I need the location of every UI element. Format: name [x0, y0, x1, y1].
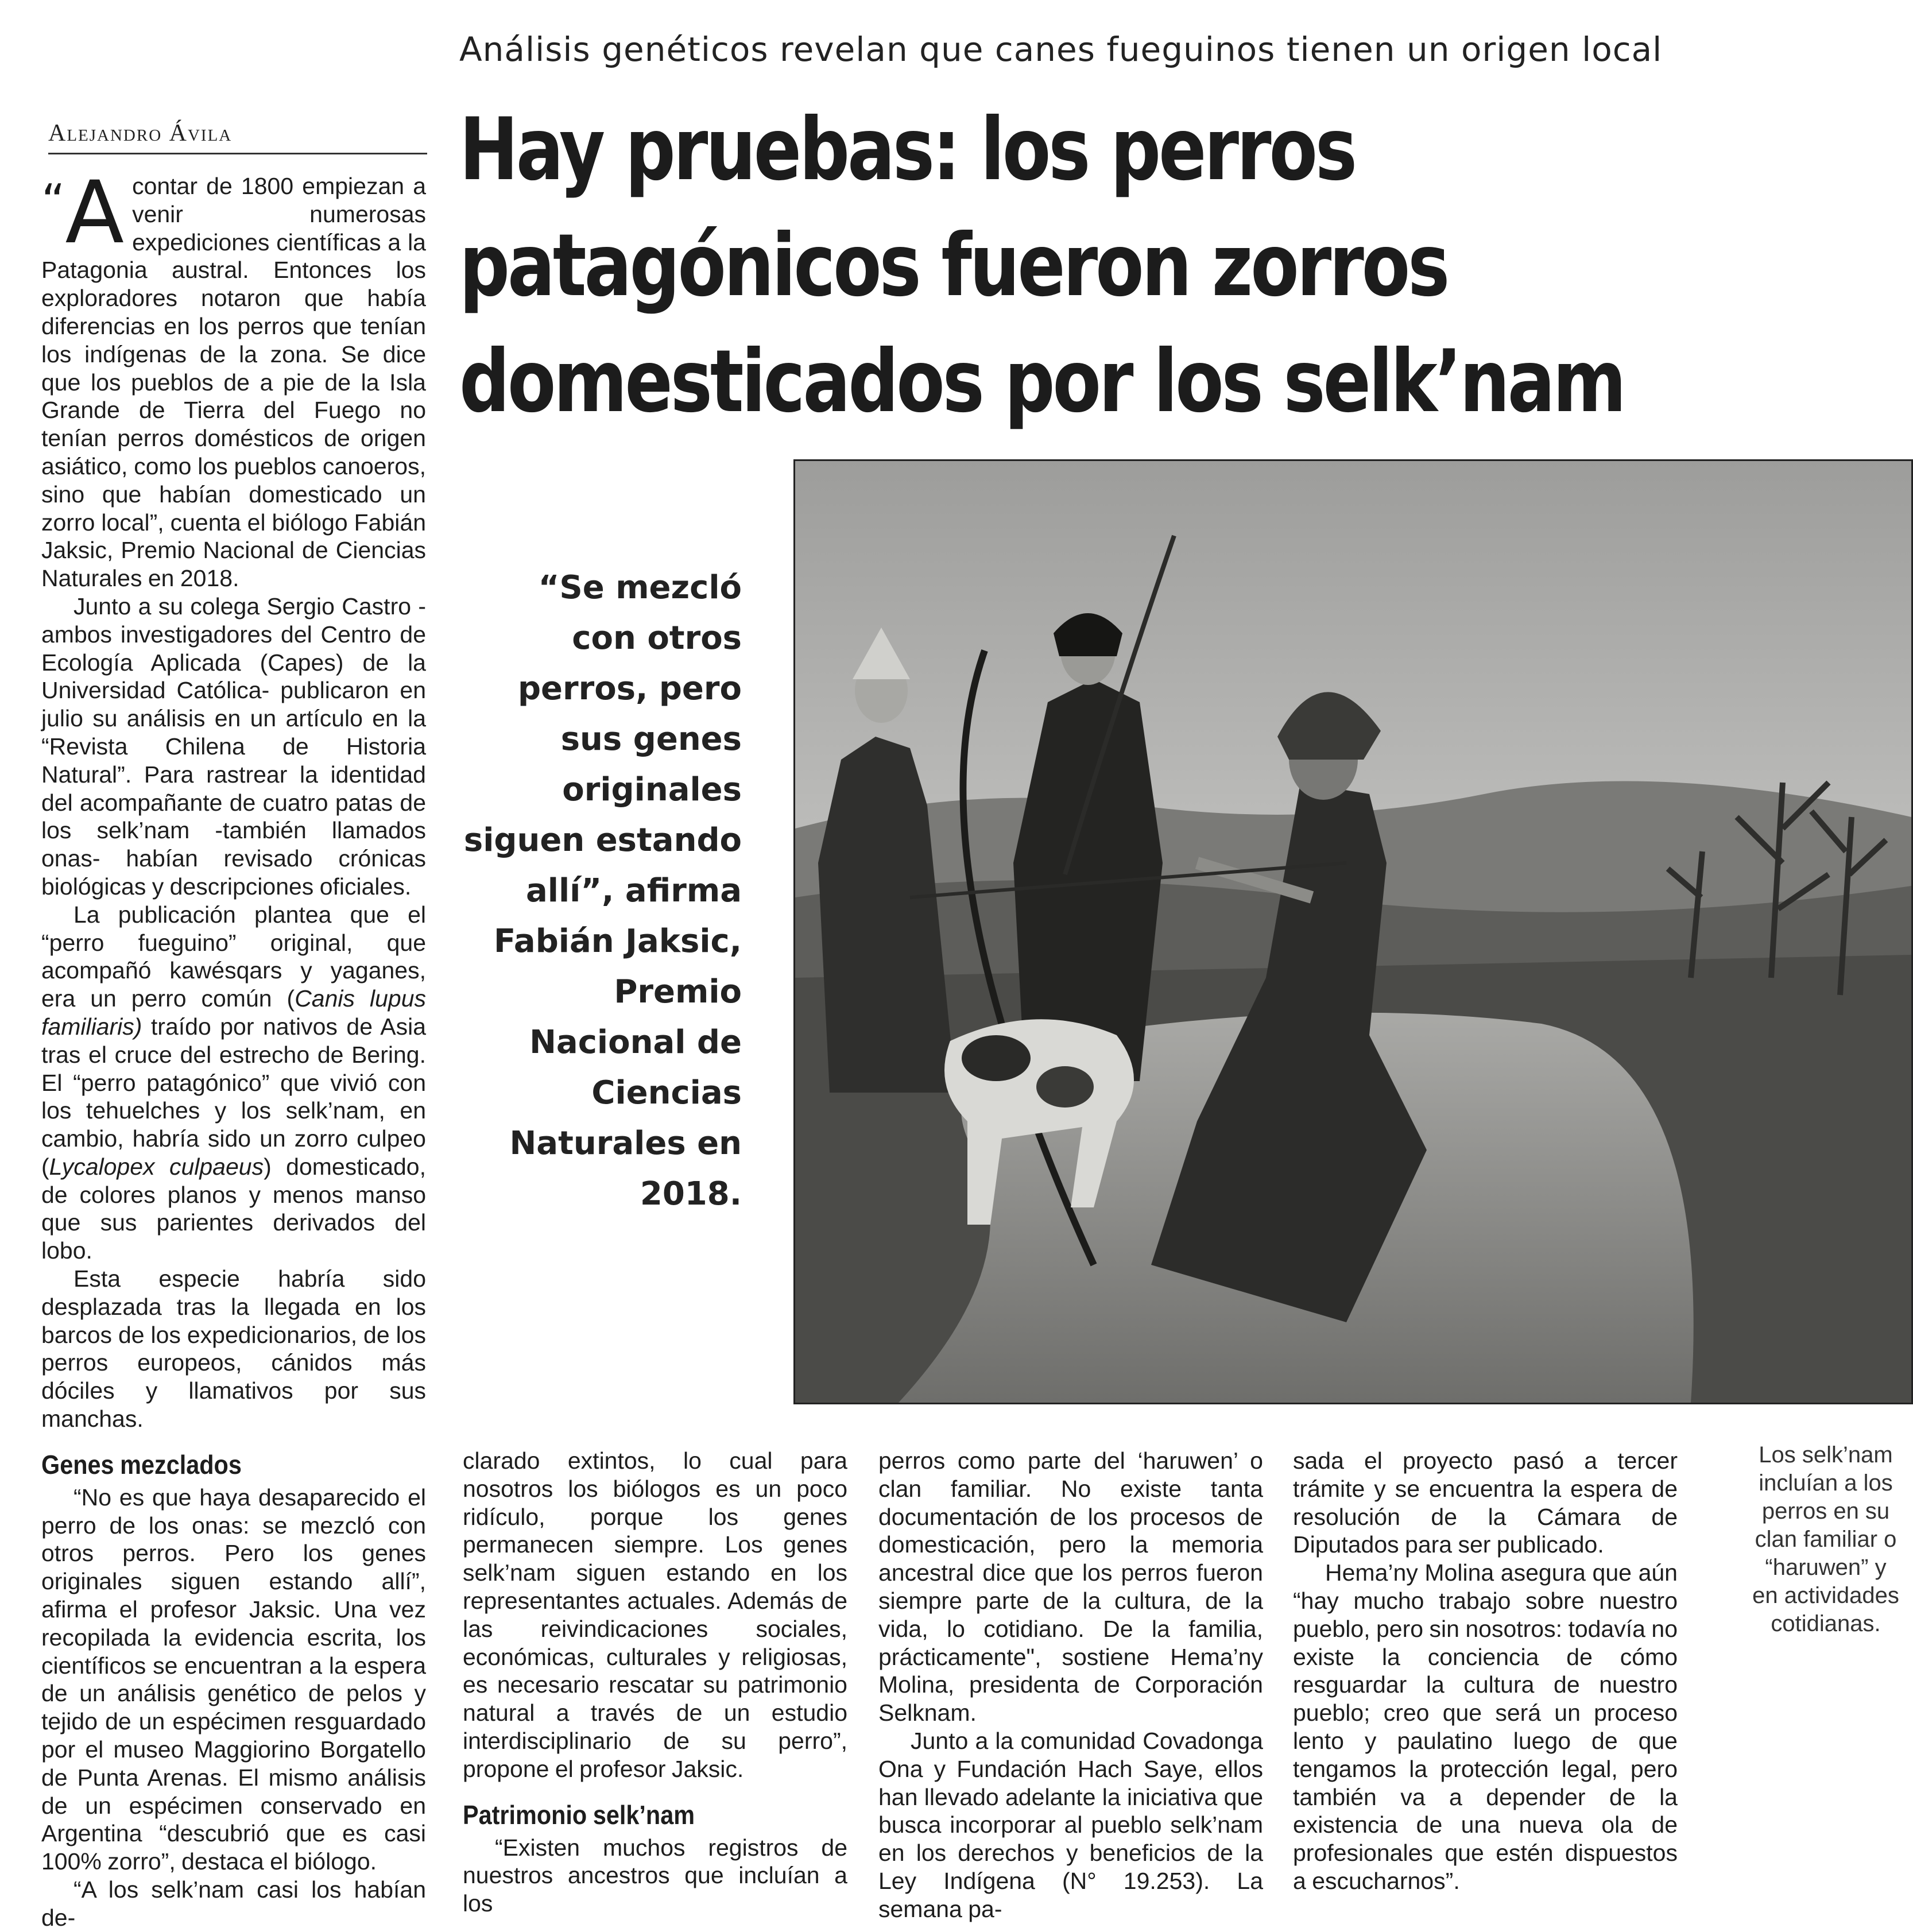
subheading: Patrimonio selk’nam	[463, 1799, 695, 1830]
caption-line: “haruwen” y	[1765, 1555, 1887, 1580]
painting-illustration	[795, 461, 1911, 1403]
article-column-3	[878, 1447, 1263, 1923]
pull-quote-line: siguen estando	[463, 822, 742, 859]
paragraph: La publicación plantea que el “perro fueguino” original, que acompañó kawésqars y yaganes, era un perro común (Canis lupus familiaris) traído por nativos de Asia tras el cruce del estrecho de Bering. El “perro patagónico” que vivió con los tehuelches y los selk’nam, en cambio, habría sido un zorro culpeo (Lycalopex culpaeus) domesticado, de colores planos y menos manso que sus parientes derivados del lobo.	[41, 901, 427, 1264]
pull-quote	[436, 563, 742, 1219]
pull-quote-line: Fabián Jaksic,	[493, 923, 742, 960]
caption-line: clan familiar o	[1755, 1527, 1897, 1552]
paragraph: “A los selk’nam casi los habían de-	[41, 1876, 426, 1931]
article-photo	[793, 459, 1913, 1404]
paragraph: sada el proyecto pasó a tercer trámite y se encuentra la espera de resolución de la Cámara de Diputados para ser publicado.	[1293, 1447, 1678, 1558]
pull-quote-line: sus genes	[560, 721, 742, 758]
headline-line: patagónicos fueron zorros	[459, 216, 1448, 316]
caption-line: incluían a los	[1759, 1470, 1893, 1496]
photo-caption	[1740, 1441, 1912, 1638]
pull-quote-line: allí”, afirma	[525, 872, 742, 909]
subheading: Genes mezclados	[41, 1449, 242, 1480]
pull-quote-line: Nacional de	[529, 1024, 742, 1061]
pull-quote-line: “Se mezcló	[538, 569, 742, 606]
lead-paragraph: “A contar de 1800 empiezan a venir numerosas expediciones científicas a la Patagonia austral. Entonces los exploradores notaron que había diferencias en los perros que tenían los indígenas de la zona. Se dice que los pueblos de a pie de la Isla Grande de Tierra del Fuego no tenían perros domésticos de origen asiático, como los pueblos canoeros, sino que habían domesticado un zorro local”, cuenta el biólogo Fabián Jaksic, Premio Nacional de Ciencias Naturales en 2018.	[41, 163, 426, 592]
paragraph: “No es que haya desaparecido el perro de los onas: se mezcló con otros perros. Pero los genes originales siguen estando allí”, afirma el profesor Jaksic. Una vez recopilada la evidencia escrita, los científicos se encuentran a la espera de un análisis genético de pelos y tejido de un espécimen resguardado por el museo Maggiorino Borgatello de Punta Arenas. El mismo análisis de un espécimen conservado en Argentina “descubrió que es casi 100% zorro”, destaca el biólogo.	[41, 1484, 426, 1875]
caption-line: en actividades	[1752, 1583, 1899, 1608]
paragraph: Junto a su colega Sergio Castro -ambos investigadores del Centro de Ecología Aplicada (Capes) de la Universidad Católica- publicaron en julio su análisis en un artículo en la “Revista Chilena de Historia Natural”. Para rastrear la identidad del acompañante de cuatro patas de los selk’nam -también llamados onas- habían revisado crónicas biológicas y descripciones oficiales.	[41, 593, 426, 900]
byline: Alejandro Ávila	[48, 119, 427, 154]
pull-quote-line: Ciencias	[591, 1074, 742, 1112]
paragraph: clarado extintos, lo cual para nosotros los biólogos es un poco ridículo, porque los genes permanecen siempre. Los genes selk’nam siguen estando en los representantes actuales. Además de las reivindicaciones sociales, económicas, culturales y religiosas, es necesario rescatar su patrimonio natural a través de un estudio interdisciplinario de su perro”, propone el profesor Jaksic.	[463, 1447, 847, 1782]
headline-line: domesticados por los selk’nam	[459, 332, 1624, 432]
pull-quote-line: Naturales en	[509, 1125, 742, 1162]
pull-quote-line: perros, pero	[517, 670, 742, 707]
kicker: Análisis genéticos revelan que canes fueguinos tienen un origen local	[459, 30, 1663, 69]
headline	[459, 92, 1895, 440]
pull-quote-line: 2018.	[640, 1175, 742, 1213]
paragraph: perros como parte del ‘haruwen’ o clan familiar. No existe tanta documentación de los procesos de domesticación, pero la memoria ancestral dice que los perros fueron siempre parte de la cultura, de la vida, lo cotidiano. De la familia, prácticamente", sostiene Hema’ny Molina, presidenta de Corporación Selknam.	[878, 1447, 1263, 1726]
paragraph: Hema’ny Molina asegura que aún “hay mucho trabajo sobre nuestro pueblo, pero sin nosotros: todavía no existe la conciencia de cómo resguardar la cultura de nuestro pueblo; creo que será un proceso lento y paulatino luego de que tengamos la protección legal, pero también va a depender de la existencia de una nueva ola de profesionales que estén dispuestos a escucharnos”.	[1293, 1559, 1678, 1894]
headline-line: Hay pruebas: los perros	[459, 100, 1356, 200]
caption-line: Los selk’nam	[1759, 1442, 1893, 1468]
drop-cap: “A	[41, 163, 125, 263]
caption-line: cotidianas.	[1771, 1611, 1881, 1636]
paragraph: Esta especie habría sido desplazada tras la llegada en los barcos de los expedicionarios, de los perros europeos, cánidos más dóciles y llamativos por sus manchas.	[41, 1265, 426, 1432]
caption-line: perros en su	[1761, 1499, 1890, 1524]
pull-quote-line: Premio	[614, 973, 742, 1010]
paragraph: “Existen muchos registros de nuestros ancestros que incluían a los	[463, 1834, 847, 1917]
article-column-4	[1293, 1447, 1678, 1895]
article-column-1	[41, 163, 427, 1932]
paragraph: Junto a la comunidad Covadonga Ona y Fundación Hach Saye, ellos han llevado adelante la iniciativa que busca incorporar al pueblo selk’nam en los derechos y beneficios de la Ley Indígena (N° 19.253). La semana pa-	[878, 1727, 1263, 1922]
article-column-2	[463, 1447, 847, 1918]
pull-quote-line: originales	[562, 771, 742, 808]
pull-quote-line: con otros	[572, 620, 742, 657]
